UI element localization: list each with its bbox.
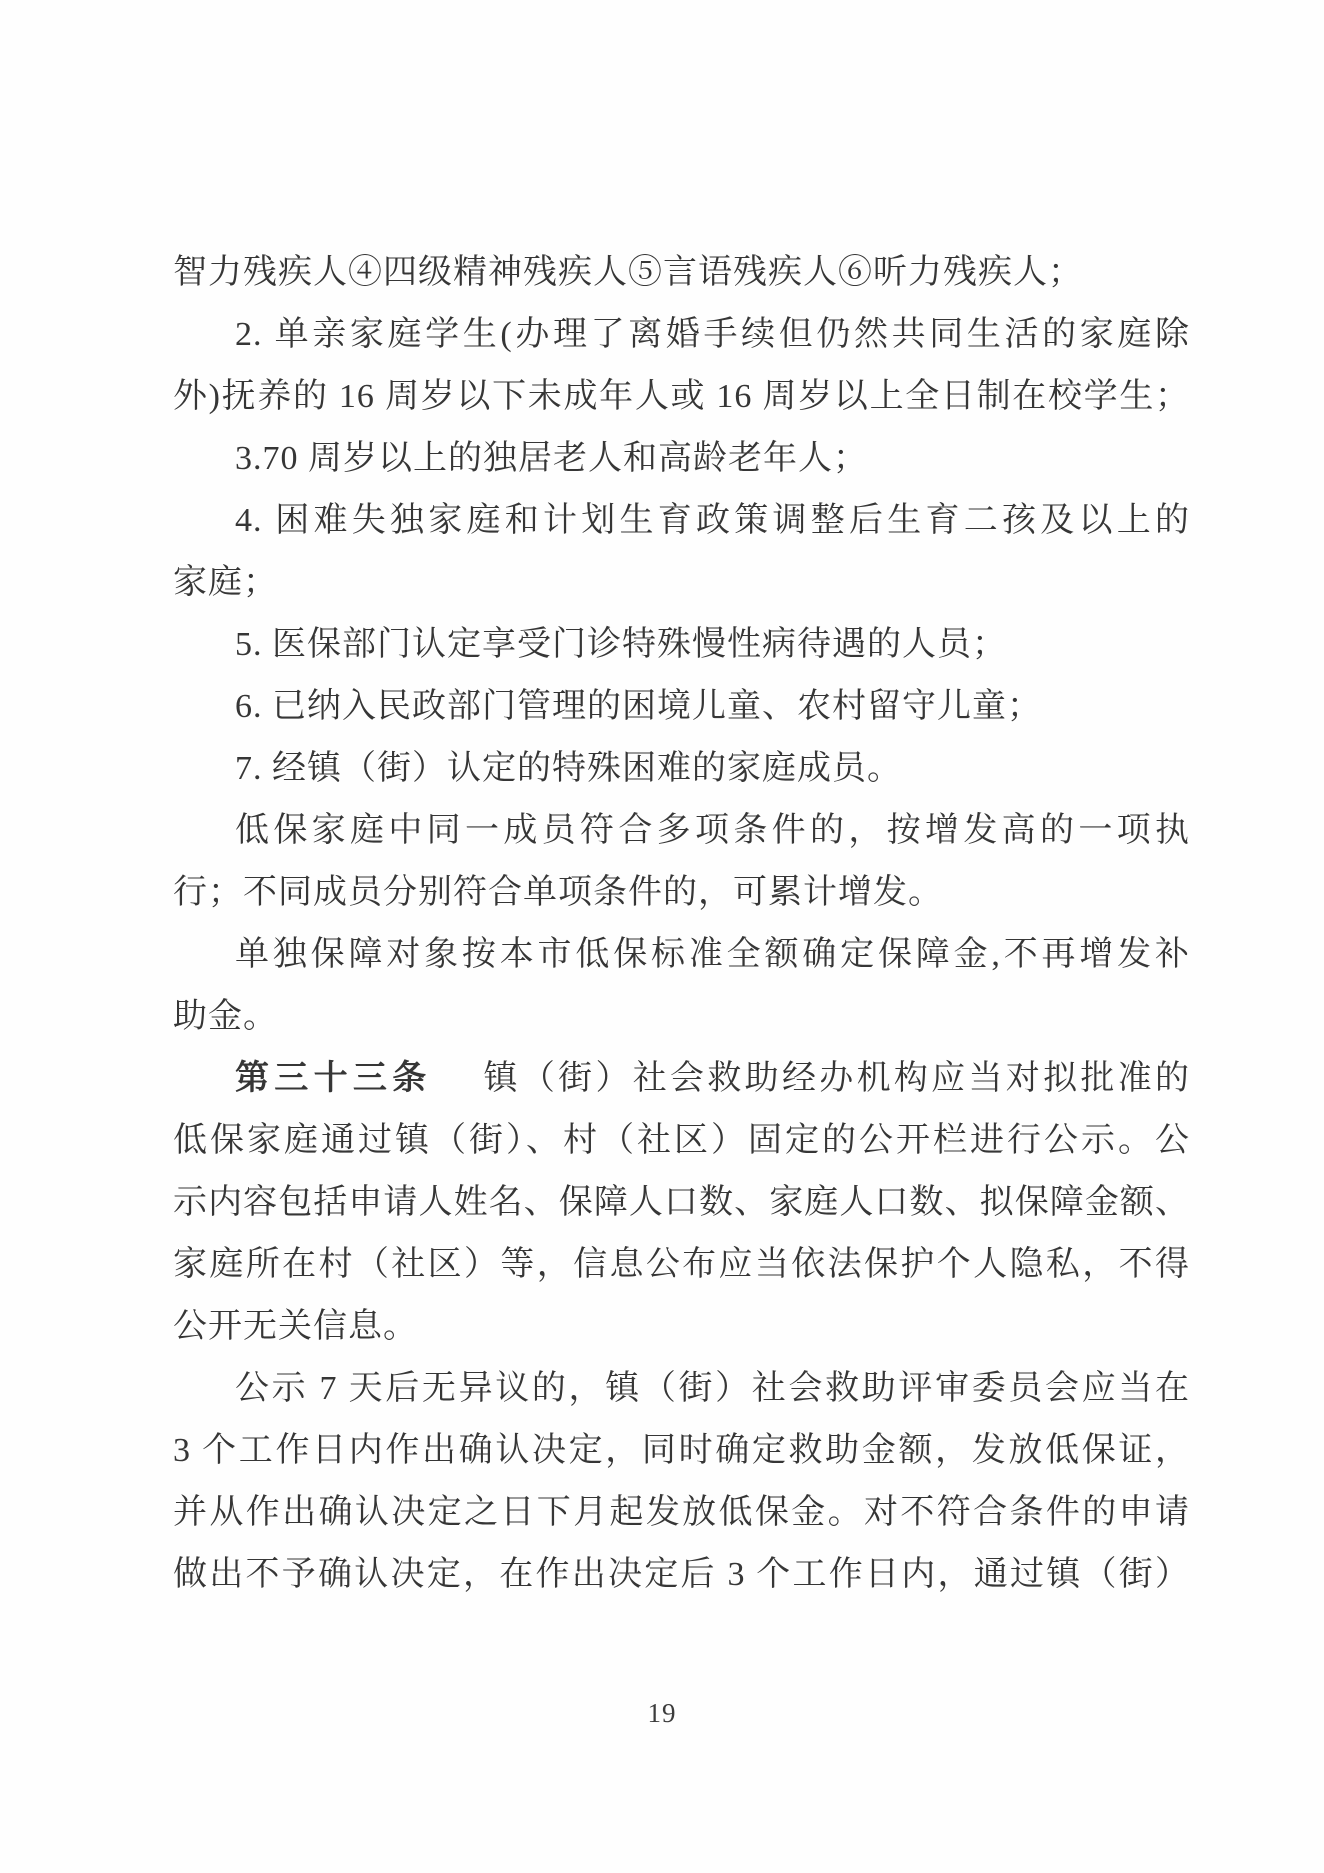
text-line	[173, 242, 1190, 304]
line-text: 低保家庭中同一成员符合多项条件的，按增发高的一项执	[235, 812, 1190, 849]
text-line	[173, 490, 1190, 552]
line-text: 7. 经镇（街）认定的特殊困难的家庭成员。	[235, 750, 902, 787]
text-line	[173, 428, 1190, 490]
text-line	[173, 1048, 1190, 1110]
line-text: 并从作出确认决定之日下月起发放低保金。对不符合条件的申请	[173, 1494, 1190, 1531]
text-line	[173, 1172, 1190, 1234]
text-line	[173, 614, 1190, 676]
line-text: 行；不同成员分别符合单项条件的，可累计增发。	[173, 874, 943, 911]
document-text-block	[173, 242, 1190, 1606]
text-line	[173, 1420, 1190, 1482]
line-text: 4. 困难失独家庭和计划生育政策调整后生育二孩及以上的	[235, 502, 1190, 539]
line-text: 3 个工作日内作出确认决定，同时确定救助金额，发放低保证，	[173, 1432, 1190, 1469]
line-text: 家庭所在村（社区）等，信息公布应当依法保护个人隐私，不得	[173, 1246, 1190, 1283]
page-number: 19	[647, 1698, 677, 1728]
line-text: 示内容包括申请人姓名、保障人口数、家庭人口数、拟保障金额、	[173, 1184, 1190, 1221]
text-line	[173, 1110, 1190, 1172]
text-line	[173, 1296, 1190, 1358]
line-text: 5. 医保部门认定享受门诊特殊慢性病待遇的人员；	[235, 626, 1007, 663]
line-text: 6. 已纳入民政部门管理的困境儿童、农村留守儿童；	[235, 688, 1042, 725]
line-text: 单独保障对象按本市低保标准全额确定保障金,不再增发补	[235, 936, 1190, 973]
line-text: 家庭；	[173, 564, 278, 601]
text-line	[173, 366, 1190, 428]
line-text: 公示 7 天后无异议的，镇（街）社会救助评审委员会应当在	[235, 1370, 1190, 1407]
text-line	[173, 304, 1190, 366]
text-line	[173, 800, 1190, 862]
text-line	[173, 986, 1190, 1048]
text-line	[173, 552, 1190, 614]
text-line	[173, 1482, 1190, 1544]
line-text: 公开无关信息。	[173, 1308, 418, 1345]
text-line	[173, 1234, 1190, 1296]
text-line	[173, 1544, 1190, 1606]
text-line	[173, 1358, 1190, 1420]
text-line	[173, 738, 1190, 800]
line-text: 外)抚养的 16 周岁以下未成年人或 16 周岁以上全日制在校学生；	[173, 378, 1190, 415]
page-footer	[0, 1698, 1324, 1729]
line-text: 3.70 周岁以上的独居老人和高龄老年人；	[235, 440, 868, 477]
text-line	[173, 862, 1190, 924]
article-number: 第三十三条	[235, 1060, 432, 1097]
line-text: 2. 单亲家庭学生(办理了离婚手续但仍然共同生活的家庭除	[235, 316, 1190, 353]
line-text: 助金。	[173, 998, 278, 1035]
line-text: 智力残疾人④四级精神残疾人⑤言语残疾人⑥听力残疾人；	[173, 254, 1083, 291]
line-text: 镇（街）社会救助经办机构应当对拟批准的	[483, 1060, 1190, 1097]
line-text: 做出不予确认决定，在作出决定后 3 个工作日内，通过镇（街）	[173, 1556, 1190, 1593]
text-line	[173, 676, 1190, 738]
line-text: 低保家庭通过镇（街）、村（社区）固定的公开栏进行公示。公	[173, 1122, 1190, 1159]
text-line	[173, 924, 1190, 986]
